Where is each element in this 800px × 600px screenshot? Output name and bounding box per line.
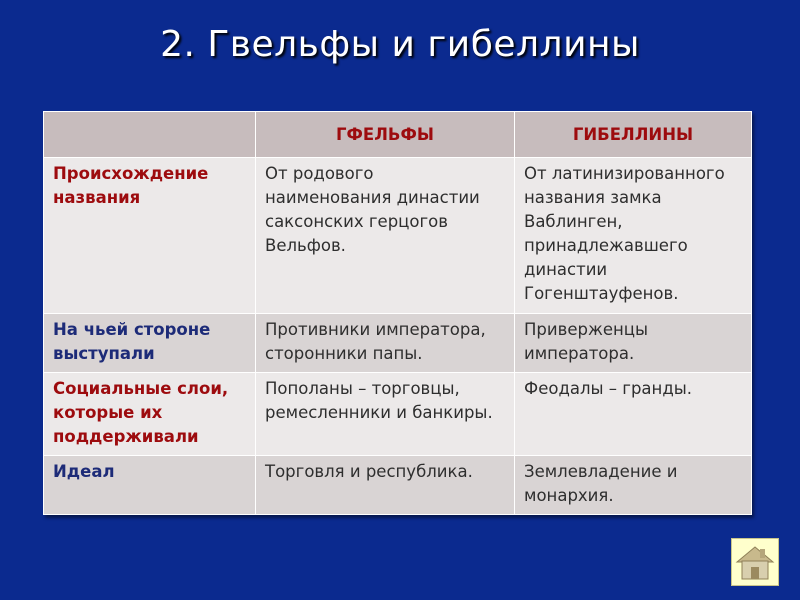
cell-ghibellines-ideal: Землевладение и монархия.	[515, 456, 752, 515]
table-row	[44, 158, 752, 314]
home-icon	[732, 539, 778, 585]
cell-ghibellines-side: Приверженцы императора.	[515, 314, 752, 373]
table-row	[44, 456, 752, 515]
cell-ghibellines-social: Феодалы – гранды.	[515, 373, 752, 456]
row-label-origin: Происхождение названия	[44, 158, 256, 314]
header-guelphs: ГФЕЛЬФЫ	[256, 112, 515, 158]
row-label-ideal: Идеал	[44, 456, 256, 515]
table-row	[44, 314, 752, 373]
cell-guelphs-side: Противники императора, сторонники папы.	[256, 314, 515, 373]
header-corner-cell	[44, 112, 256, 158]
home-button[interactable]	[731, 538, 779, 586]
table-header-row	[44, 112, 752, 158]
cell-guelphs-origin: От родового наименования династии саксонских герцогов Вельфов.	[256, 158, 515, 314]
cell-ghibellines-origin: От латинизированного названия замка Ваблинген, принадлежавшего династии Гогенштауфенов.	[515, 158, 752, 314]
row-label-side: На чьей стороне выступали	[44, 314, 256, 373]
table-row	[44, 373, 752, 456]
cell-guelphs-social: Пополаны – торговцы, ремесленники и банкиры.	[256, 373, 515, 456]
slide-title: 2. Гвельфы и гибеллины	[160, 24, 640, 65]
header-ghibellines: ГИБЕЛЛИНЫ	[515, 112, 752, 158]
cell-guelphs-ideal: Торговля и республика.	[256, 456, 515, 515]
comparison-table	[43, 111, 752, 515]
row-label-social: Социальные слои, которые их поддерживали	[44, 373, 256, 456]
